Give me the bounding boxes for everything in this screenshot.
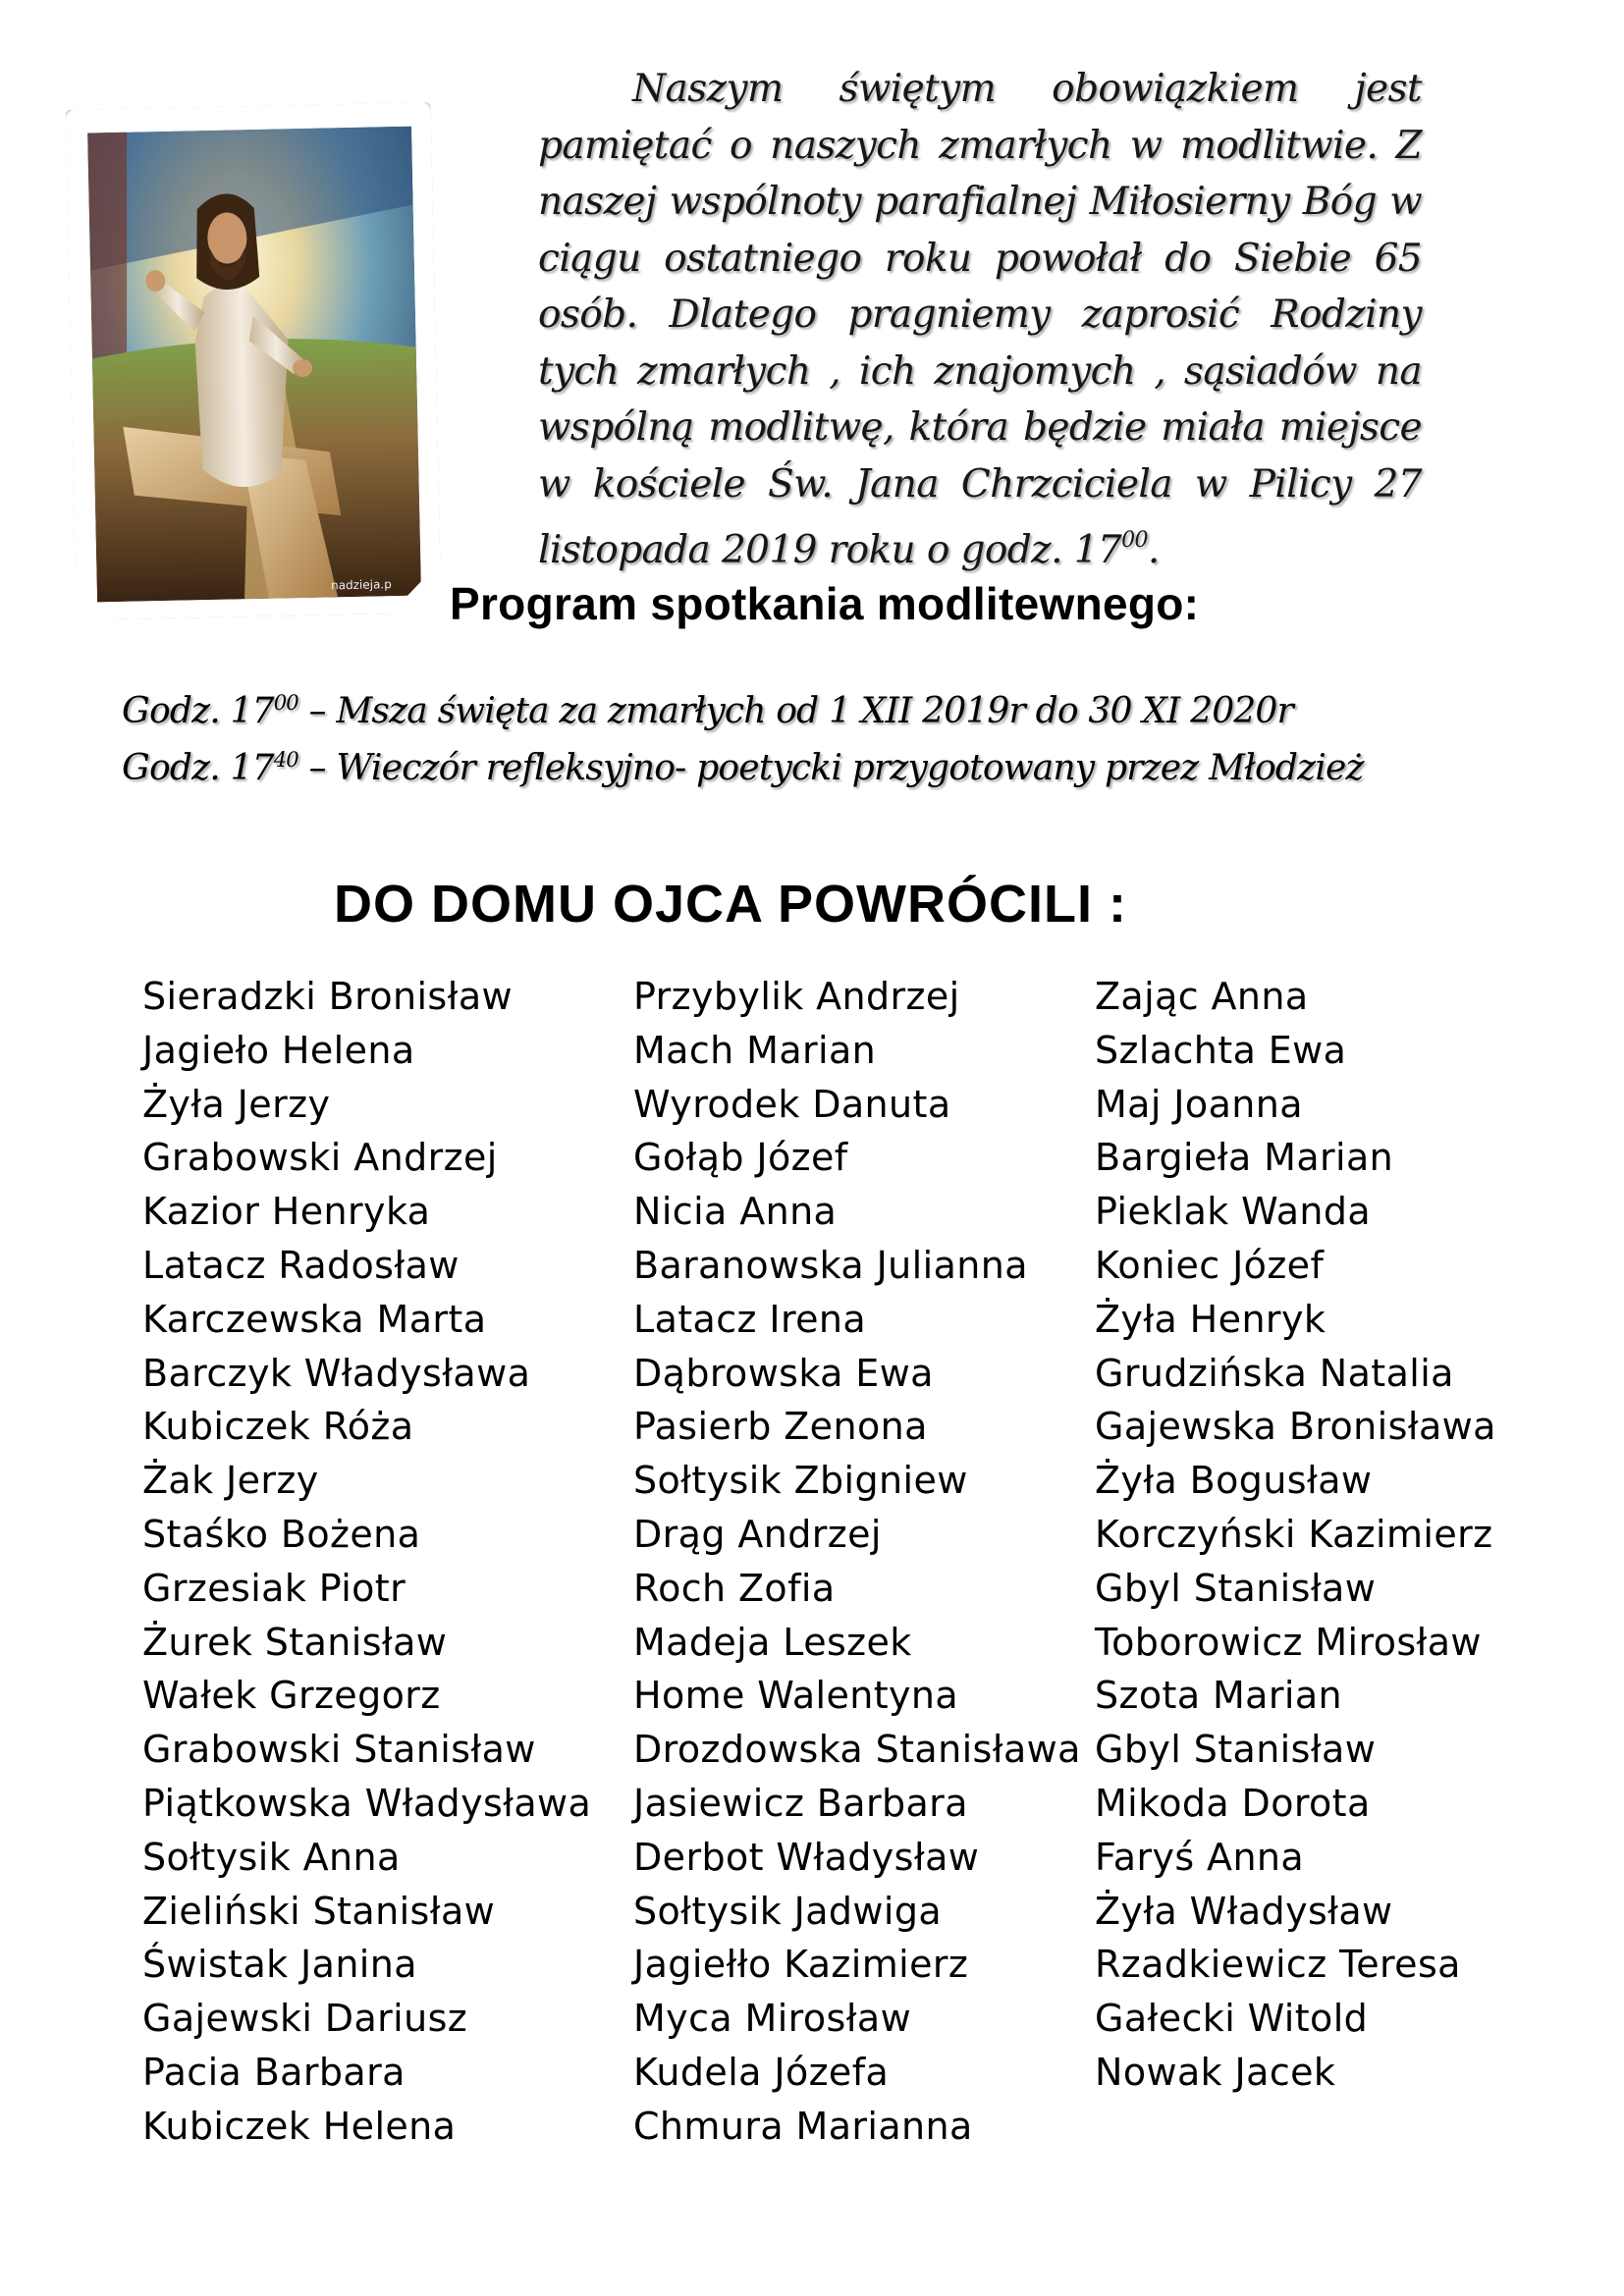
name-list-item: Barczyk Władysława: [142, 1351, 531, 1395]
name-list-item: Wałek Grzegorz: [142, 1674, 441, 1718]
name-list-item: Toborowicz Mirosław: [1095, 1620, 1482, 1664]
name-list-item: Zając Anna: [1095, 975, 1309, 1018]
name-list-item: Koniec Józef: [1095, 1243, 1325, 1287]
name-list-item: Jasiewicz Barbara: [633, 1781, 968, 1825]
name-list-item: Żyła Jerzy: [142, 1082, 331, 1126]
name-list-item: Kazior Henryka: [142, 1190, 431, 1234]
program-item-text: – Wieczór refleksyjno- poetycki przygotowany przez Młodzież: [298, 748, 1364, 788]
name-list-item: Grabowski Andrzej: [142, 1136, 498, 1180]
name-list-item: Dąbrowska Ewa: [633, 1351, 934, 1395]
name-list-item: Jagieło Helena: [142, 1028, 415, 1072]
name-list-item: Kubiczek Helena: [142, 2104, 457, 2148]
program-item-text: – Msza święta za zmarłych od 1 XII 2019r do 30 XI 2020r: [298, 691, 1293, 731]
program-item: [122, 748, 1398, 788]
name-list-item: Gbyl Stanisław: [1095, 1728, 1377, 1772]
name-list-item: Szlachta Ewa: [1095, 1028, 1347, 1072]
name-list-item: Pacia Barbara: [142, 2050, 406, 2094]
name-list-item: Latacz Irena: [633, 1297, 867, 1341]
name-list-item: Karczewska Marta: [142, 1297, 487, 1341]
program-item-prefix: Godz. 17: [122, 748, 274, 788]
name-list-item: Chmura Marianna: [633, 2104, 973, 2148]
program-item-prefix: Godz. 17: [122, 691, 274, 731]
name-list-item: Staśko Bożena: [142, 1512, 421, 1556]
name-list-item: Drozdowska Stanisława: [633, 1728, 1081, 1772]
name-list-item: Korczyński Kazimierz: [1095, 1512, 1493, 1556]
painting-watermark: nadzieja.p: [330, 577, 392, 593]
name-list-item: Żurek Stanisław: [142, 1620, 448, 1664]
name-list-item: Sołtysik Jadwiga: [633, 1889, 943, 1933]
name-list-item: Sieradzki Bronisław: [142, 975, 513, 1018]
section-title: DO DOMU OJCA POWRÓCILI :: [334, 875, 1127, 934]
name-list-item: Pasierb Zenona: [633, 1405, 928, 1449]
name-list-item: Drąg Andrzej: [633, 1512, 882, 1556]
name-list-item: Gałecki Witold: [1095, 1997, 1369, 2041]
name-list-item: Jagiełło Kazimierz: [633, 1943, 969, 1987]
name-list-item: Gajewska Bronisława: [1095, 1405, 1496, 1449]
name-list-item: Szota Marian: [1095, 1674, 1343, 1718]
name-list-item: Nicia Anna: [633, 1190, 838, 1234]
name-list-item: Gbyl Stanisław: [1095, 1566, 1377, 1610]
name-list-item: Home Walentyna: [633, 1674, 959, 1718]
name-list-item: Grudzińska Natalia: [1095, 1351, 1454, 1395]
name-list-item: Wyrodek Danuta: [633, 1082, 951, 1126]
name-list-item: Piątkowska Władysława: [142, 1781, 592, 1825]
name-list-item: Żyła Henryk: [1095, 1297, 1326, 1341]
names-column-3: [1095, 970, 1496, 2100]
name-list-item: Żyła Władysław: [1095, 1889, 1393, 1933]
name-list-item: Świstak Janina: [142, 1943, 417, 1987]
name-list-item: Bargieła Marian: [1095, 1136, 1394, 1180]
name-list-item: Baranowska Julianna: [633, 1243, 1028, 1287]
name-list-item: Kubiczek Róża: [142, 1405, 414, 1449]
names-column-1: [142, 970, 591, 2154]
name-list-item: Gajewski Dariusz: [142, 1997, 468, 2041]
name-list-item: Roch Zofia: [633, 1566, 836, 1610]
name-list-item: Kudela Józefa: [633, 2050, 890, 2094]
name-list-item: Sołtysik Zbigniew: [633, 1459, 968, 1503]
name-list-item: Żyła Bogusław: [1095, 1459, 1373, 1503]
name-list-item: Mikoda Dorota: [1095, 1781, 1371, 1825]
name-list-item: Mach Marian: [633, 1028, 877, 1072]
name-list-item: Grzesiak Piotr: [142, 1566, 406, 1610]
name-list-item: Maj Joanna: [1095, 1082, 1303, 1126]
devotional-image-frame: [66, 102, 442, 620]
intro-paragraph: [538, 61, 1422, 579]
name-list-item: Sołtysik Anna: [142, 1835, 401, 1879]
intro-time-superscript: 00: [1121, 528, 1148, 553]
jesus-painting: [87, 127, 421, 603]
name-list-item: Nowak Jacek: [1095, 2050, 1336, 2094]
name-list-item: Gołąb Józef: [633, 1136, 848, 1180]
name-list-item: Madeja Leszek: [633, 1620, 912, 1664]
names-column-2: [633, 970, 1081, 2154]
name-list-item: Latacz Radosław: [142, 1243, 460, 1287]
intro-end: .: [1147, 528, 1160, 572]
name-list-item: Myca Mirosław: [633, 1997, 912, 2041]
name-list-item: Żak Jerzy: [142, 1459, 319, 1503]
name-list-item: Faryś Anna: [1095, 1835, 1305, 1879]
name-list-item: Przybylik Andrzej: [633, 975, 960, 1018]
name-list-item: Grabowski Stanisław: [142, 1728, 536, 1772]
program-item-superscript: 40: [273, 748, 298, 772]
program-title: Program spotkania modlitewnego:: [450, 578, 1200, 629]
name-list-item: Zieliński Stanisław: [142, 1889, 496, 1933]
name-list-item: Derbot Władysław: [633, 1835, 980, 1879]
intro-text: Naszym świętym obowiązkiem jest pamiętać o naszych zmarłych w modlitwie. Z naszej wspólnoty parafialnej Miłosierny Bóg w ciągu ostatniego roku powołał do Siebie 65 osób. Dlatego pragniemy zaprosić Rodziny tych zmarłych , ich znajomych , sąsiadów na wspólną modlitwę, która będzie miała miejsce w kościele Św. Jana Chrzciciela w Pilicy 27 listopada 2019 roku o godz. 17: [538, 67, 1422, 572]
program-item: [122, 691, 1398, 731]
name-list-item: Rzadkiewicz Teresa: [1095, 1943, 1461, 1987]
program-item-superscript: 00: [273, 691, 298, 715]
name-list-item: Pieklak Wanda: [1095, 1190, 1372, 1234]
